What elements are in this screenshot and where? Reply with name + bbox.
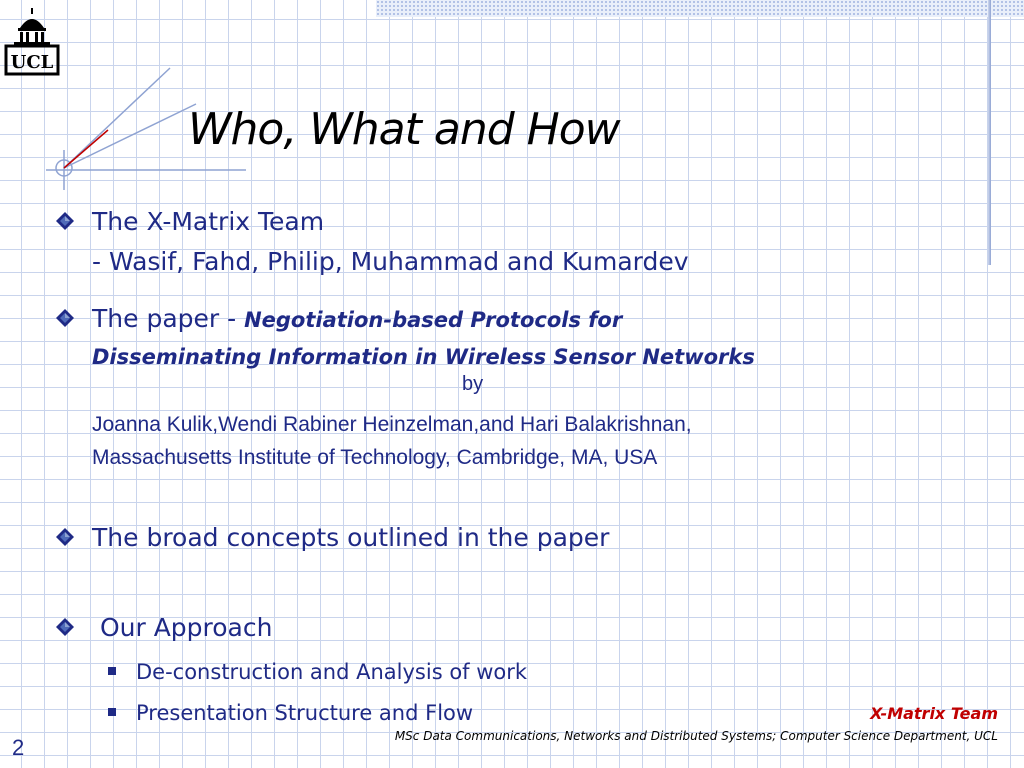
paper-line <box>92 301 622 338</box>
team-members: - Wasif, Fahd, Philip, Muhammad and Kumardev <box>92 247 689 276</box>
concepts-text: The broad concepts outlined in the paper <box>92 523 610 552</box>
diamond-bullet-icon <box>56 528 74 546</box>
team-heading: The X-Matrix Team <box>92 207 325 236</box>
paper-prefix: The paper - <box>92 304 245 333</box>
top-decorative-band <box>376 0 1024 17</box>
footer-department: MSc Data Communications, Networks and Distributed Systems; Computer Science Department, UCL <box>394 729 998 743</box>
footer-team: X-Matrix Team <box>870 704 998 723</box>
paper-title-line2: Disseminating Information in Wireless Sensor Networks <box>92 345 755 369</box>
square-bullet-icon <box>108 708 116 716</box>
diamond-bullet-icon <box>56 309 74 327</box>
slide-title: Who, What and How <box>188 104 620 155</box>
approach-item-label: De-construction and Analysis of work <box>136 660 528 684</box>
ucl-logo-text: UCL <box>10 52 54 73</box>
paper-by: by <box>462 373 484 395</box>
approach-item <box>108 657 527 687</box>
diamond-bullet-icon <box>56 618 74 636</box>
approach-text: Our Approach <box>92 613 273 642</box>
authors-line: Joanna Kulik,Wendi Rabiner Heinzelman,and Hari Balakrishnan, <box>92 413 692 436</box>
right-decorative-rule <box>988 0 991 265</box>
square-bullet-icon <box>108 667 116 675</box>
diamond-bullet-icon <box>56 212 74 230</box>
approach-item-label: Presentation Structure and Flow <box>136 701 474 725</box>
institution-line: Massachusetts Institute of Technology, Cambridge, MA, USA <box>92 446 658 469</box>
paper-title-line1: Negotiation-based Protocols for <box>244 308 623 332</box>
page-number: 2 <box>12 735 25 760</box>
approach-item <box>108 698 473 728</box>
paper-authors <box>92 408 692 474</box>
